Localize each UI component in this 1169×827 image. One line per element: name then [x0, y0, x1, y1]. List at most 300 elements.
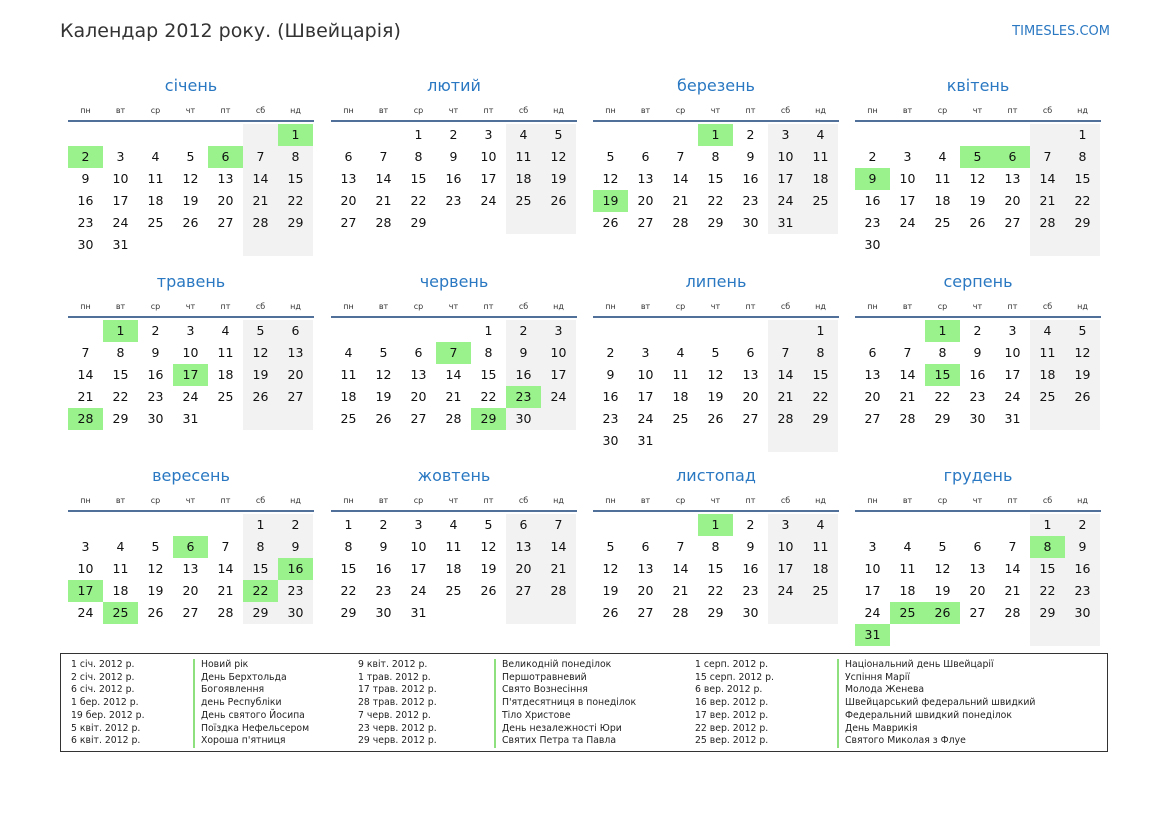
weekday-label: сб [255, 495, 266, 505]
day-cell: 15 [112, 367, 129, 382]
day-cell: 26 [147, 605, 164, 620]
day-cell: 20 [637, 193, 654, 208]
day-cell: 24 [182, 389, 199, 404]
day-cell: 7 [221, 539, 230, 554]
day-cell: 9 [506, 342, 541, 364]
day-cell: 27 [742, 411, 759, 426]
empty-cell [698, 430, 733, 452]
day-cell: 28 [1030, 212, 1065, 234]
day-cell: 24 [410, 583, 427, 598]
holiday-day: 22 [243, 580, 278, 602]
day-grid [331, 320, 577, 430]
day-cell: 8 [711, 539, 720, 554]
weekday-label: нд [815, 105, 826, 115]
weekday-label: сб [518, 105, 529, 115]
day-cell: 16 [445, 171, 462, 186]
weekday-label: пт [483, 495, 494, 505]
weekday-label: сб [780, 301, 791, 311]
legend-entry: 25 вер. 2012 р. [695, 735, 769, 747]
day-cell: 25 [934, 215, 951, 230]
weekday-label: нд [553, 495, 564, 505]
weekday-label: ср [150, 105, 161, 115]
day-cell: 22 [278, 190, 313, 212]
day-cell: 9 [449, 149, 458, 164]
day-cell: 27 [278, 386, 313, 408]
empty-cell [960, 514, 995, 536]
month-6 [331, 271, 577, 430]
empty-cell [541, 212, 576, 234]
day-cell: 2 [506, 320, 541, 342]
day-cell: 29 [707, 215, 724, 230]
holiday-day: 26 [925, 602, 960, 624]
empty-cell [1065, 234, 1100, 256]
weekday-label: чт [185, 495, 196, 505]
day-cell: 18 [899, 583, 916, 598]
day-cell: 3 [541, 320, 576, 342]
holiday-day: 17 [173, 364, 208, 386]
day-cell: 22 [707, 193, 724, 208]
empty-cell [401, 320, 436, 342]
empty-cell [1065, 408, 1100, 430]
day-cell: 30 [742, 605, 759, 620]
empty-cell [663, 430, 698, 452]
empty-cell [960, 124, 995, 146]
day-cell: 28 [217, 605, 234, 620]
day-cell: 29 [707, 605, 724, 620]
day-cell: 11 [340, 367, 357, 382]
weekday-label: ср [937, 495, 948, 505]
empty-cell [366, 124, 401, 146]
weekday-label: чт [710, 495, 721, 505]
legend-names-1 [193, 659, 309, 748]
day-cell: 11 [803, 536, 838, 558]
day-cell: 11 [934, 171, 951, 186]
empty-cell [138, 234, 173, 256]
day-cell: 29 [803, 408, 838, 430]
day-cell: 19 [707, 389, 724, 404]
day-cell: 11 [506, 146, 541, 168]
weekday-label: чт [972, 301, 983, 311]
day-cell: 20 [410, 389, 427, 404]
day-cell: 9 [278, 536, 313, 558]
empty-cell [855, 514, 890, 536]
day-cell: 17 [637, 389, 654, 404]
empty-cell [173, 124, 208, 146]
day-cell: 30 [742, 215, 759, 230]
day-cell: 29 [340, 605, 357, 620]
empty-cell [593, 320, 628, 342]
day-cell: 7 [768, 342, 803, 364]
empty-cell [803, 602, 838, 624]
day-cell: 31 [768, 212, 803, 234]
empty-cell [628, 320, 663, 342]
empty-cell [855, 320, 890, 342]
day-cell: 17 [1004, 367, 1021, 382]
empty-cell [925, 514, 960, 536]
legend-entry: 16 вер. 2012 р. [695, 697, 769, 709]
holiday-day: 6 [995, 146, 1030, 168]
day-cell: 13 [410, 367, 427, 382]
month-1 [68, 75, 314, 256]
empty-cell [173, 234, 208, 256]
day-cell: 12 [602, 171, 619, 186]
day-cell: 11 [445, 539, 462, 554]
day-cell: 22 [112, 389, 129, 404]
holiday-day: 31 [855, 624, 890, 646]
day-cell: 21 [768, 386, 803, 408]
day-cell: 20 [182, 583, 199, 598]
empty-cell [68, 320, 103, 342]
weekday-label: ср [413, 495, 424, 505]
empty-cell [698, 320, 733, 342]
day-cell: 28 [243, 212, 278, 234]
empty-cell [1065, 624, 1100, 646]
weekday-header [331, 296, 577, 318]
site-link[interactable]: TIMESLES.COM [1012, 24, 1110, 39]
legend-entry: День святого Йосипа [201, 709, 305, 721]
day-cell: 8 [344, 539, 353, 554]
day-cell: 15 [340, 561, 357, 576]
day-cell: 14 [1004, 561, 1021, 576]
day-cell: 7 [81, 345, 90, 360]
day-cell: 3 [1008, 323, 1017, 338]
day-cell: 5 [186, 149, 195, 164]
legend-entry: Молода Женева [845, 684, 925, 696]
day-cell: 26 [541, 190, 576, 212]
day-cell: 13 [340, 171, 357, 186]
day-cell: 23 [445, 193, 462, 208]
weekday-label: ср [150, 301, 161, 311]
weekday-label: нд [553, 105, 564, 115]
weekday-label: пт [220, 105, 231, 115]
month-12 [855, 465, 1101, 646]
legend-entry: 15 серп. 2012 р. [695, 671, 774, 683]
day-cell: 13 [217, 171, 234, 186]
day-cell: 9 [746, 539, 755, 554]
day-cell: 31 [1004, 411, 1021, 426]
day-cell: 18 [340, 389, 357, 404]
day-cell: 17 [899, 193, 916, 208]
empty-cell [960, 624, 995, 646]
weekday-header [593, 100, 839, 122]
day-cell: 3 [81, 539, 90, 554]
day-cell: 28 [1004, 605, 1021, 620]
day-cell: 19 [969, 193, 986, 208]
empty-cell [243, 124, 278, 146]
day-cell: 27 [506, 580, 541, 602]
holiday-day: 1 [103, 320, 138, 342]
weekday-label: ср [675, 495, 686, 505]
day-cell: 7 [379, 149, 388, 164]
day-cell: 20 [340, 193, 357, 208]
day-cell: 12 [182, 171, 199, 186]
day-cell: 13 [278, 342, 313, 364]
day-cell: 1 [1030, 514, 1065, 536]
day-grid [855, 320, 1101, 430]
day-cell: 10 [768, 146, 803, 168]
day-cell: 24 [77, 605, 94, 620]
day-cell: 11 [899, 561, 916, 576]
month-name: серпень [943, 272, 1013, 291]
month-name: квітень [946, 76, 1010, 95]
legend-entry: 6 січ. 2012 р. [71, 684, 135, 696]
empty-cell [208, 124, 243, 146]
day-grid [855, 514, 1101, 646]
empty-cell [541, 602, 576, 624]
weekday-label: ср [675, 105, 686, 115]
legend-entry: Тіло Христове [502, 709, 571, 721]
legend-entry: День Берхтольда [201, 671, 287, 683]
day-cell: 6 [746, 345, 755, 360]
day-cell: 3 [768, 514, 803, 536]
day-cell: 2 [606, 345, 615, 360]
day-cell: 19 [480, 561, 497, 576]
day-cell: 23 [77, 215, 94, 230]
empty-cell [925, 234, 960, 256]
day-cell: 29 [410, 215, 427, 230]
day-grid [593, 514, 839, 624]
day-cell: 22 [410, 193, 427, 208]
day-cell: 3 [186, 323, 195, 338]
legend-dates-3 [695, 659, 774, 748]
legend-entry: 6 вер. 2012 р. [695, 684, 763, 696]
day-cell: 30 [1065, 602, 1100, 624]
legend-entry: Успіння Марії [845, 671, 910, 683]
day-cell: 17 [541, 364, 576, 386]
weekday-label: чт [448, 105, 459, 115]
day-cell: 1 [344, 517, 353, 532]
day-cell: 5 [711, 345, 720, 360]
day-cell: 13 [864, 367, 881, 382]
day-cell: 21 [217, 583, 234, 598]
empty-cell [768, 320, 803, 342]
day-cell: 18 [672, 389, 689, 404]
day-cell: 26 [969, 215, 986, 230]
day-cell: 11 [217, 345, 234, 360]
day-cell: 23 [969, 389, 986, 404]
holiday-day: 1 [278, 124, 313, 146]
legend-entry: Поїздка Нефельсером [201, 722, 310, 734]
day-cell: 8 [711, 149, 720, 164]
day-cell: 4 [903, 539, 912, 554]
day-cell: 4 [151, 149, 160, 164]
legend-entry: 28 трав. 2012 р. [358, 697, 437, 709]
day-cell: 25 [672, 411, 689, 426]
day-cell: 16 [742, 561, 759, 576]
day-cell: 31 [410, 605, 427, 620]
day-cell: 4 [1030, 320, 1065, 342]
day-cell: 27 [410, 411, 427, 426]
day-cell: 13 [742, 367, 759, 382]
day-cell: 29 [278, 212, 313, 234]
day-cell: 15 [707, 561, 724, 576]
empty-cell [995, 124, 1030, 146]
weekday-header [331, 490, 577, 512]
day-cell: 28 [672, 215, 689, 230]
day-cell: 17 [410, 561, 427, 576]
day-cell: 10 [112, 171, 129, 186]
day-cell: 11 [803, 146, 838, 168]
day-grid [855, 124, 1101, 256]
weekday-label: нд [815, 301, 826, 311]
weekday-label: нд [815, 495, 826, 505]
day-cell: 28 [375, 215, 392, 230]
day-cell: 25 [803, 580, 838, 602]
weekday-label: вт [378, 301, 389, 311]
legend-entry: 17 вер. 2012 р. [695, 709, 769, 721]
weekday-label: ср [937, 301, 948, 311]
weekday-label: пт [1007, 301, 1018, 311]
day-cell: 5 [606, 539, 615, 554]
holiday-day: 9 [855, 168, 890, 190]
day-cell: 16 [864, 193, 881, 208]
holiday-day: 17 [68, 580, 103, 602]
day-cell: 30 [506, 408, 541, 430]
day-cell: 15 [803, 364, 838, 386]
empty-cell [331, 320, 366, 342]
day-cell: 25 [1030, 386, 1065, 408]
weekday-label: пт [220, 301, 231, 311]
day-cell: 18 [1030, 364, 1065, 386]
day-cell: 1 [243, 514, 278, 536]
day-cell: 8 [116, 345, 125, 360]
day-grid [331, 514, 577, 624]
day-cell: 28 [899, 411, 916, 426]
legend-entry: Національний день Швейцарії [845, 659, 994, 670]
day-cell: 13 [969, 561, 986, 576]
day-cell: 20 [1004, 193, 1021, 208]
legend-names-2 [494, 659, 636, 748]
day-cell: 21 [899, 389, 916, 404]
day-cell: 26 [375, 411, 392, 426]
day-cell: 13 [637, 561, 654, 576]
day-cell: 14 [899, 367, 916, 382]
day-cell: 29 [934, 411, 951, 426]
empty-cell [436, 602, 471, 624]
day-cell: 8 [938, 345, 947, 360]
weekday-label: сб [1042, 495, 1053, 505]
empty-cell [243, 234, 278, 256]
month-name: березень [677, 76, 755, 95]
day-cell: 25 [217, 389, 234, 404]
empty-cell [768, 430, 803, 452]
day-cell: 8 [1065, 146, 1100, 168]
day-cell: 3 [414, 517, 423, 532]
weekday-label: чт [448, 495, 459, 505]
day-cell: 21 [445, 389, 462, 404]
day-cell: 15 [278, 168, 313, 190]
empty-cell [733, 320, 768, 342]
weekday-label: пт [1007, 495, 1018, 505]
holiday-day: 8 [1030, 536, 1065, 558]
empty-cell [471, 602, 506, 624]
day-cell: 19 [375, 389, 392, 404]
day-cell: 9 [379, 539, 388, 554]
day-cell: 6 [641, 149, 650, 164]
empty-cell [995, 234, 1030, 256]
legend-entry: 1 серп. 2012 р. [695, 659, 769, 670]
day-cell: 6 [344, 149, 353, 164]
day-cell: 12 [375, 367, 392, 382]
month-name: грудень [943, 466, 1013, 485]
day-cell: 24 [864, 605, 881, 620]
day-cell: 18 [803, 558, 838, 580]
day-cell: 6 [868, 345, 877, 360]
day-cell: 9 [973, 345, 982, 360]
day-cell: 16 [375, 561, 392, 576]
day-cell: 16 [506, 364, 541, 386]
day-cell: 2 [449, 127, 458, 142]
legend-entry: Хороша п'ятниця [201, 735, 286, 747]
empty-cell [278, 408, 313, 430]
day-cell: 24 [768, 580, 803, 602]
weekday-label: пн [867, 495, 878, 505]
legend-entry: Федеральний швидкий понеділок [845, 709, 1012, 721]
day-cell: 8 [243, 536, 278, 558]
empty-cell [803, 212, 838, 234]
empty-cell [663, 124, 698, 146]
day-grid [331, 124, 577, 234]
empty-cell [138, 124, 173, 146]
month-5 [68, 271, 314, 430]
day-cell: 12 [602, 561, 619, 576]
empty-cell [1030, 408, 1065, 430]
empty-cell [925, 124, 960, 146]
holiday-legend [60, 653, 1108, 752]
day-cell: 10 [637, 367, 654, 382]
day-cell: 16 [969, 367, 986, 382]
day-cell: 10 [899, 171, 916, 186]
empty-cell [506, 602, 541, 624]
day-cell: 6 [973, 539, 982, 554]
day-cell: 30 [77, 237, 94, 252]
day-grid [593, 320, 839, 452]
month-2 [331, 75, 577, 234]
day-cell: 23 [742, 193, 759, 208]
weekday-label: пн [605, 105, 616, 115]
legend-entry: 1 трав. 2012 р. [358, 671, 431, 683]
day-cell: 11 [147, 171, 164, 186]
day-cell: 9 [81, 171, 90, 186]
month-name: вересень [152, 466, 230, 485]
day-cell: 18 [934, 193, 951, 208]
day-cell: 5 [541, 124, 576, 146]
empty-cell [1030, 624, 1065, 646]
day-cell: 3 [768, 124, 803, 146]
day-cell: 22 [480, 389, 497, 404]
day-cell: 12 [243, 342, 278, 364]
day-cell: 16 [742, 171, 759, 186]
day-cell: 23 [278, 580, 313, 602]
day-cell: 26 [243, 386, 278, 408]
day-cell: 20 [506, 558, 541, 580]
day-cell: 11 [1030, 342, 1065, 364]
day-cell: 17 [768, 558, 803, 580]
weekday-label: пн [343, 495, 354, 505]
day-cell: 23 [1065, 580, 1100, 602]
day-cell: 10 [182, 345, 199, 360]
weekday-label: сб [518, 301, 529, 311]
weekday-header [68, 100, 314, 122]
weekday-label: сб [1042, 105, 1053, 115]
day-cell: 18 [803, 168, 838, 190]
empty-cell [890, 234, 925, 256]
day-cell: 27 [864, 411, 881, 426]
month-11 [593, 465, 839, 624]
legend-entry: 1 бер. 2012 р. [71, 697, 139, 709]
day-cell: 16 [602, 389, 619, 404]
day-cell: 16 [147, 367, 164, 382]
